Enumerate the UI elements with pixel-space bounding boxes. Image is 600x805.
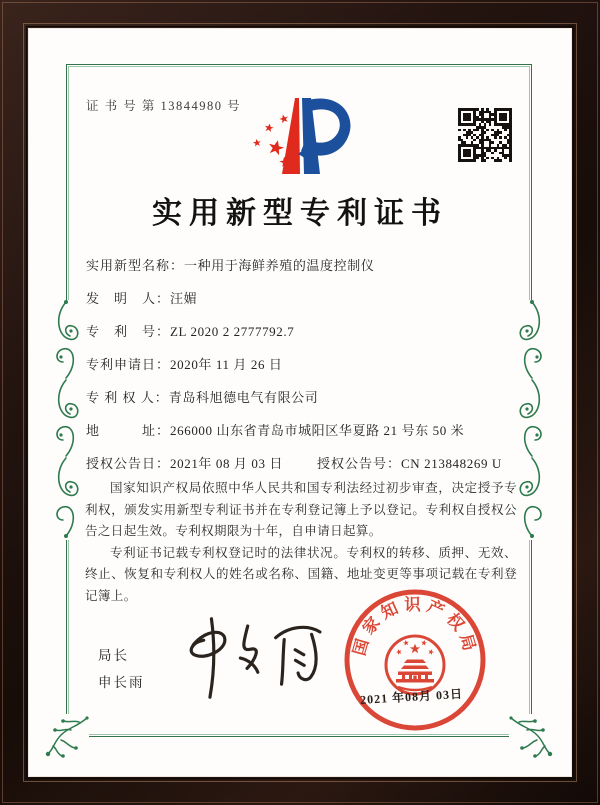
- field-value: 青岛科旭德电气有限公司: [168, 390, 319, 405]
- field-value: 2020年 11 月 26 日: [170, 357, 283, 372]
- right-scroll-ornament: [515, 300, 549, 540]
- field-utility-model-name: [86, 256, 502, 289]
- director-name: 申长雨: [98, 675, 145, 690]
- cnipa-logo: [240, 90, 360, 184]
- field-patentee: [86, 388, 502, 421]
- field-inventor: [86, 289, 502, 322]
- grant-date-value: 2021年 08 月 03 日: [170, 456, 284, 471]
- certificate-title: 实用新型专利证书: [152, 197, 448, 230]
- legal-paragraph-2: 专利证书记载专利权登记时的法律状况。专利权的转移、质押、无效、终止、恢复和专利权人的姓名或名称、国籍、地址变更等事项记载在专利登记簿上。: [85, 545, 517, 603]
- grant-number-label: 授权公告号：: [317, 456, 402, 471]
- seal-text: 国家知识产权局: [349, 594, 481, 658]
- legal-paragraph-1: 国家知识产权局依照中华人民共和国专利法经过初步审查，决定授予专利权，颁发实用新型专利证书并在专利登记簿上予以登记。专利权自授权公告之日起生效。专利权期限为十年，自申请日起算。: [85, 481, 517, 538]
- director-title: 局长: [98, 648, 129, 663]
- handwritten-signature-icon: [176, 608, 329, 703]
- field-label: 专利申请日：: [86, 357, 171, 372]
- field-value: 汪媚: [170, 291, 198, 306]
- field-label: 地 址：: [86, 423, 171, 438]
- certificate-fields: [86, 256, 502, 487]
- certificate-paper: [28, 28, 572, 777]
- field-address: [86, 421, 502, 454]
- certificate-qr-code: [458, 108, 512, 162]
- official-seal: [340, 585, 490, 735]
- field-label: 专 利 权 人：: [86, 390, 169, 405]
- seal-date-stamp: 2021 年08月 03日: [359, 686, 464, 707]
- bottom-right-floral-ornament: [509, 714, 555, 760]
- field-value: ZL 2020 2 2777792.7: [170, 324, 295, 339]
- left-scroll-ornament: [49, 300, 83, 540]
- scroll-ornament-icon: [515, 300, 549, 540]
- floral-ornament-icon: [43, 714, 89, 760]
- field-label: 发 明 人：: [86, 291, 171, 306]
- field-filing-date: [86, 355, 502, 388]
- field-value: 一种用于海鲜养殖的温度控制仪: [184, 258, 375, 273]
- grant-date-label: 授权公告日：: [86, 456, 171, 471]
- field-patent-number: [86, 322, 502, 355]
- scroll-ornament-icon: [49, 300, 83, 540]
- signer-block: [98, 642, 145, 696]
- cnipa-patent-logo-icon: [240, 90, 360, 184]
- field-label: 专 利 号：: [86, 324, 171, 339]
- grant-number-value: CN 213848269 U: [401, 456, 502, 471]
- bottom-left-floral-ornament: [43, 714, 89, 760]
- floral-ornament-icon: [509, 714, 555, 760]
- certificate-number: 证 书 号 第 13844980 号: [86, 99, 242, 113]
- field-label: 实用新型名称：: [86, 258, 185, 273]
- field-value: 266000 山东省青岛市城阳区华夏路 21 号东 50 米: [170, 423, 465, 438]
- director-signature: [176, 608, 329, 703]
- cnipa-red-seal-icon: [340, 585, 490, 735]
